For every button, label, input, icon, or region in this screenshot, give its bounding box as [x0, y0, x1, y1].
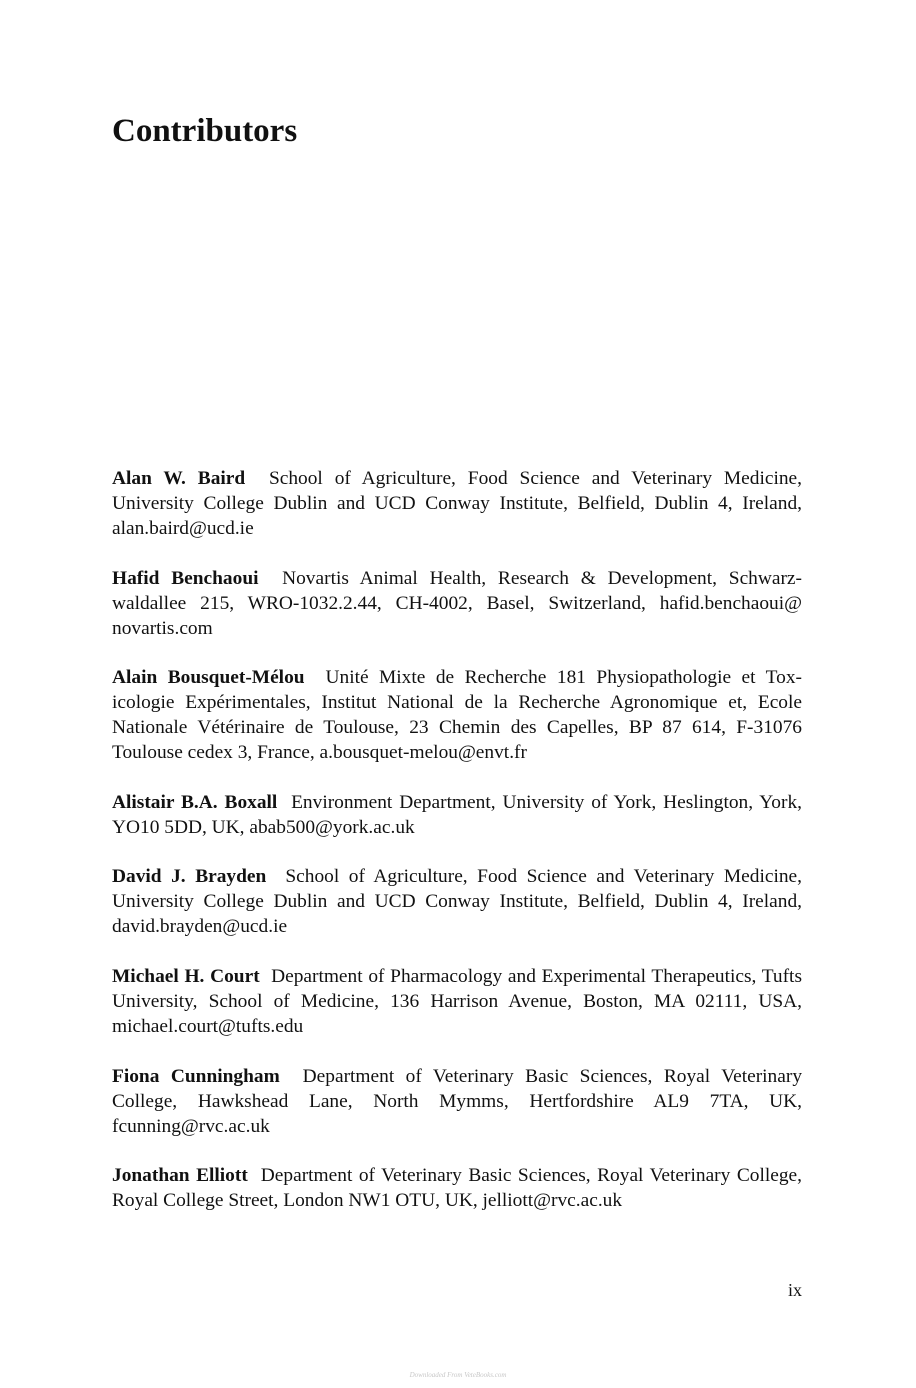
contributor-affiliation: School of Agriculture, Food Science and Veterinary Medicine, University College Dublin and UCD Conway Institute, Belfield, Dublin 4, Ireland, alan.baird@ucd.ie	[112, 468, 802, 539]
contributor-affiliation: Department of Veterinary Basic Sciences, Royal Veterinary College, Royal College Street, London NW1 OTU, UK, jelliott@rvc.ac.uk	[112, 1165, 802, 1212]
contributor-affiliation: Unité Mixte de Recherche 181 Physiopathologie et Tox-icologie Expérimentales, Institut National de la Recherche Agronomique et, Ecole Nationale Vétérinaire de Toulouse, 23 Chemin des Capelles, BP 87 614, F-31076 Toulouse cedex 3, France, a.bousquet-melou@envt.fr	[112, 667, 803, 764]
contributor-name: Michael H. Court	[112, 965, 260, 987]
contributor-affiliation: Environment Department, University of York, Heslington, York, YO10 5DD, UK, abab500@york.ac.uk	[112, 791, 802, 838]
contributor-entry	[112, 1163, 802, 1213]
page-title: Contributors	[112, 113, 298, 149]
contributor-affiliation: Department of Veterinary Basic Sciences, Royal Veterinary College, Hawkshead Lane, North Mymms, Hertfordshire AL9 7TA, UK, fcunning@rvc.ac.uk	[112, 1065, 803, 1137]
contributor-name: Alistair B.A. Boxall	[112, 791, 278, 813]
contributor-entry	[112, 1064, 802, 1139]
contributor-name: Fiona Cunningham	[112, 1065, 280, 1087]
contributor-name: Alain Bousquet-Mélou	[112, 667, 305, 689]
contributor-entry	[112, 665, 802, 765]
contributor-entry	[112, 864, 802, 939]
contributor-name: Hafid Benchaoui	[112, 567, 259, 589]
contributor-entry	[112, 964, 802, 1039]
page-number: ix	[787, 1280, 802, 1300]
contributor-affiliation: Novartis Animal Health, Research & Development, Schwarz-waldallee 215, WRO-1032.2.44, CH-4002, Basel, Switzerland, hafid.benchaoui@ novartis.com	[112, 567, 802, 639]
contributor-entry	[112, 790, 802, 840]
contributor-list	[112, 466, 802, 1238]
contributor-name: Jonathan Elliott	[112, 1165, 248, 1187]
contributor-name: Alan W. Baird	[112, 468, 246, 489]
contributor-affiliation: School of Agriculture, Food Science and Veterinary Medicine, University College Dublin and UCD Conway Institute, Belfield, Dublin 4, Ireland, david.brayden@ucd.ie	[112, 866, 802, 938]
contributor-name: David J. Brayden	[112, 866, 267, 888]
contributor-entry	[112, 466, 802, 541]
watermark: Downloaded From VeteBooks.com	[409, 1371, 507, 1379]
contributor-entry	[112, 566, 802, 641]
contributor-affiliation: Department of Pharmacology and Experimental Therapeutics, Tufts University, School of Medicine, 136 Harrison Avenue, Boston, MA 02111, USA, michael.court@tufts.edu	[112, 965, 802, 1037]
